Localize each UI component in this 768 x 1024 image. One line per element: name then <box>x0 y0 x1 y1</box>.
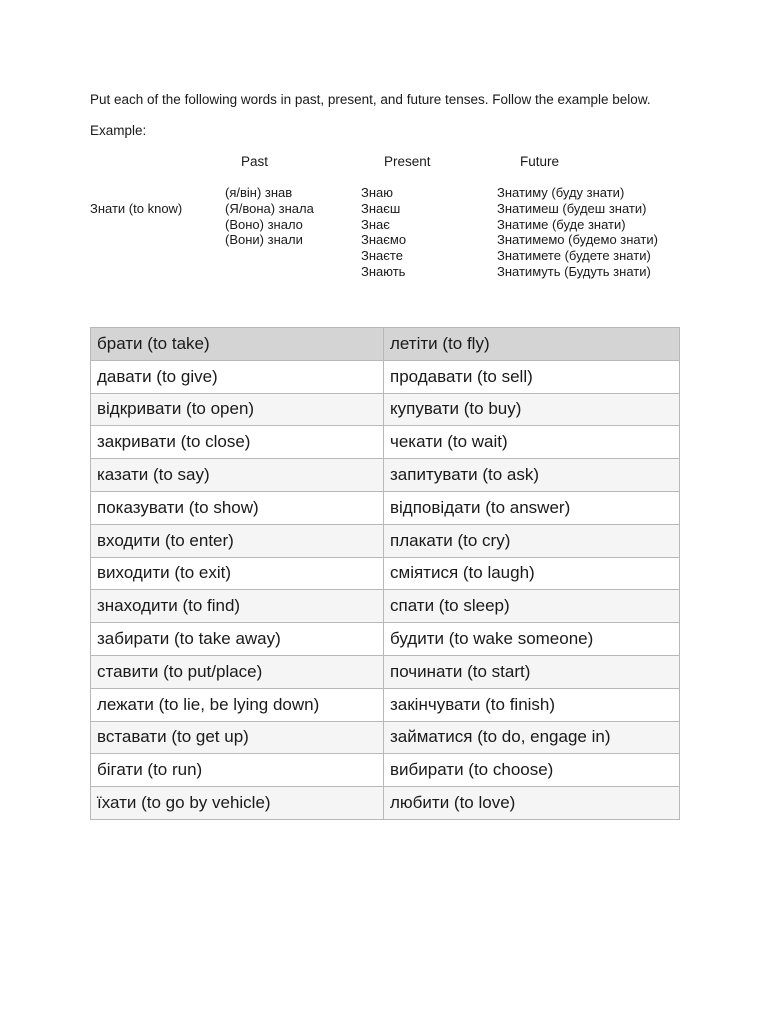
present-form: Знають <box>361 263 406 279</box>
table-row <box>91 754 680 787</box>
table-row <box>91 688 680 721</box>
table-cell-right: спати (to sleep) <box>384 590 680 623</box>
table-row <box>91 426 680 459</box>
table-cell-left: відкривати (to open) <box>91 393 384 426</box>
table-cell-right: чекати (to wait) <box>384 426 680 459</box>
example-label: Example: <box>90 123 147 138</box>
future-form: Знатиму (буду знати) <box>497 185 625 200</box>
future-form: Знатимеш (будеш знати) <box>497 200 647 216</box>
future-form: Знатиме (буде знати) <box>497 216 626 232</box>
table-cell-right: купувати (to buy) <box>384 393 680 426</box>
table-row <box>91 524 680 557</box>
table-cell-right: вибирати (to choose) <box>384 754 680 787</box>
verb-table <box>90 327 680 820</box>
past-form: (Вони) знали <box>225 232 303 248</box>
example-verb: Знати (to know) <box>90 201 183 216</box>
table-row <box>91 360 680 393</box>
table-row <box>91 491 680 524</box>
table-cell-left: входити (to enter) <box>91 524 384 557</box>
present-form: Знає <box>361 216 390 232</box>
table-cell-left: брати (to take) <box>91 328 384 361</box>
table-cell-left: їхати (to go by vehicle) <box>91 787 384 820</box>
table-row <box>91 459 680 492</box>
table-cell-right: займатися (to do, engage in) <box>384 721 680 754</box>
table-cell-left: знаходити (to find) <box>91 590 384 623</box>
table-row <box>91 393 680 426</box>
example-future-forms <box>497 185 658 280</box>
verb-table-body <box>91 328 680 820</box>
future-form: Знатимуть (Будуть знати) <box>497 263 651 279</box>
example-past-forms <box>225 185 314 248</box>
present-form: Знаєш <box>361 200 401 216</box>
table-cell-left: ставити (to put/place) <box>91 655 384 688</box>
table-row <box>91 590 680 623</box>
table-cell-left: лежати (to lie, be lying down) <box>91 688 384 721</box>
past-form: (я/він) знав <box>225 185 293 200</box>
table-cell-left: показувати (to show) <box>91 491 384 524</box>
table-cell-left: забирати (to take away) <box>91 623 384 656</box>
past-form: (Я/вона) знала <box>225 200 314 216</box>
table-cell-right: продавати (to sell) <box>384 360 680 393</box>
table-cell-right: летіти (to fly) <box>384 328 680 361</box>
table-cell-right: плакати (to cry) <box>384 524 680 557</box>
table-cell-left: казати (to say) <box>91 459 384 492</box>
table-cell-right: сміятися (to laugh) <box>384 557 680 590</box>
present-form: Знаю <box>361 185 394 200</box>
table-cell-right: відповідати (to answer) <box>384 491 680 524</box>
future-form: Знатимемо (будемо знати) <box>497 232 658 248</box>
table-cell-left: бігати (to run) <box>91 754 384 787</box>
table-cell-left: вставати (to get up) <box>91 721 384 754</box>
table-cell-left: виходити (to exit) <box>91 557 384 590</box>
past-form: (Воно) знало <box>225 216 303 232</box>
table-cell-right: починати (to start) <box>384 655 680 688</box>
table-row <box>91 655 680 688</box>
future-form: Знатимете (будете знати) <box>497 248 651 264</box>
example-present-forms <box>361 185 406 280</box>
instructions-text: Put each of the following words in past, present, and future tenses. Follow the example below. <box>90 92 651 107</box>
table-row <box>91 623 680 656</box>
table-cell-left: закривати (to close) <box>91 426 384 459</box>
present-form: Знаєте <box>361 248 403 264</box>
table-cell-left: давати (to give) <box>91 360 384 393</box>
table-cell-right: любити (to love) <box>384 787 680 820</box>
column-header-past: Past <box>241 154 269 169</box>
table-row <box>91 787 680 820</box>
table-row <box>91 721 680 754</box>
table-row <box>91 328 680 361</box>
table-cell-right: будити (to wake someone) <box>384 623 680 656</box>
table-row <box>91 557 680 590</box>
table-cell-right: запитувати (to ask) <box>384 459 680 492</box>
column-header-future: Future <box>520 154 560 169</box>
present-form: Знаємо <box>361 232 407 248</box>
table-cell-right: закінчувати (to finish) <box>384 688 680 721</box>
column-header-present: Present <box>384 154 431 169</box>
